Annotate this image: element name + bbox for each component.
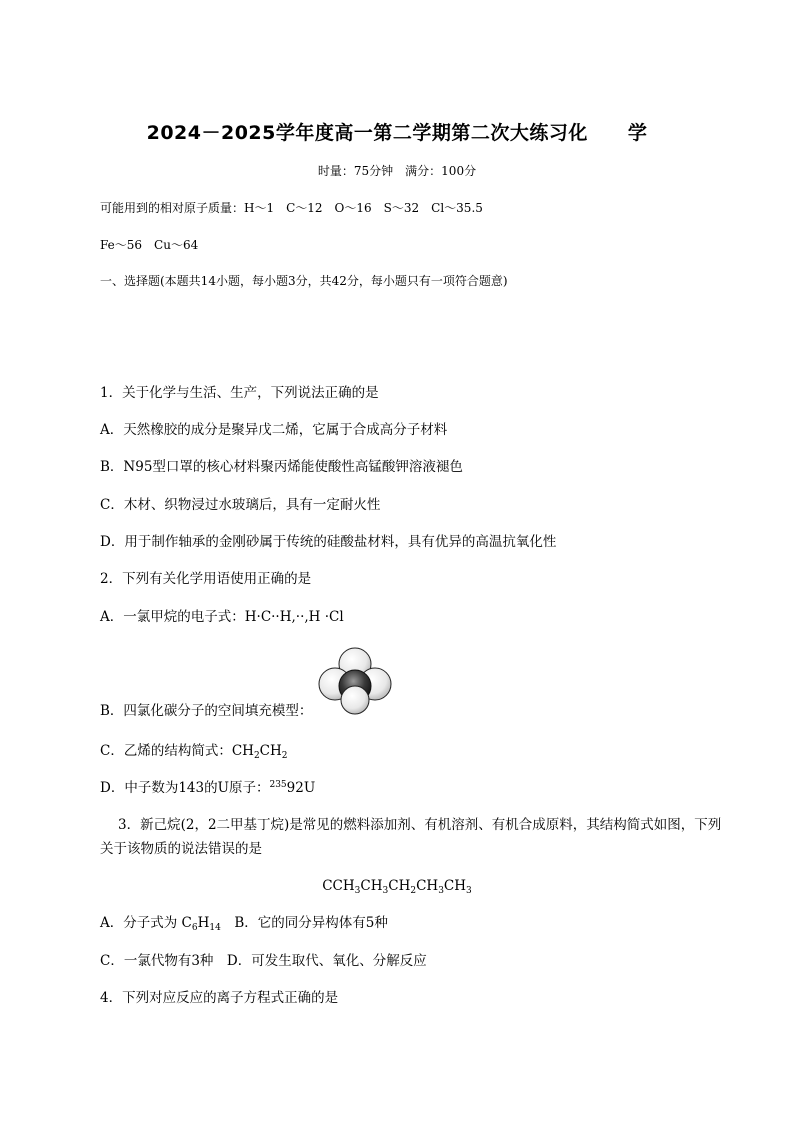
q3-stem-line2: 关于该物质的说法错误的是 <box>100 841 262 857</box>
cl-atom-bottom <box>341 686 369 714</box>
q4-stem: 4．下列对应反应的离子方程式正确的是 <box>100 990 339 1006</box>
q3-stem-line1: 3．新己烷(2，2二甲基丁烷)是常见的燃料添加剂、有机溶剂、有机合成原料，其结构简式如图，下列 <box>118 817 722 833</box>
q2-option-c: C．乙烯的结构简式：$CH_2CH_2$ <box>100 743 288 761</box>
q1-stem: 1．关于化学与生活、生产，下列说法正确的是 <box>100 385 379 401</box>
q2-stem: 2．下列有关化学用语使用正确的是 <box>100 571 312 587</box>
q2-option-a: A．一氯甲烷的电子式：H·C··H,··,H ·Cl <box>100 609 344 625</box>
q3-structural-formula: $CCH_3CH_3CH_2CH_3CH_3$ <box>322 878 472 896</box>
q1-option-b: B．N95型口罩的核心材料聚丙烯能使酸性高锰酸钾溶液褪色 <box>100 459 463 475</box>
q3-options-ab: A．分子式为 $C_6H_{14}$ B．它的同分异构体有5种 <box>100 915 388 933</box>
exam-title-end: 学 <box>627 122 648 144</box>
section-heading: 一、选择题(本题共14小题，每小题3分，共42分，每小题只有一项符合题意) <box>100 274 508 288</box>
q2-option-b: B．四氯化碳分子的空间填充模型： <box>100 703 313 719</box>
atomic-masses-line2: Fe～56 Cu～64 <box>100 238 199 252</box>
q1-option-c: C．木材、织物浸过水玻璃后，具有一定耐火性 <box>100 497 381 513</box>
q2-option-d: D．中子数为143的U原子：$^{235}$92U <box>100 780 316 796</box>
atomic-masses-line1: 可能用到的相对原子质量：H～1 C～12 O～16 S～32 Cl～35.5 <box>100 201 483 215</box>
exam-title <box>0 118 794 145</box>
exam-title-main: 2024－2025学年度高一第二学期第二次大练习化 <box>146 122 588 144</box>
ccl4-space-filling-model <box>318 646 392 716</box>
q1-option-a: A．天然橡胶的成分是聚异戊二烯，它属于合成高分子材料 <box>100 422 448 438</box>
time-info: 时量：75分钟 满分：100分 <box>317 164 477 178</box>
q3-options-cd: C．一氯代物有3种 D．可发生取代、氧化、分解反应 <box>100 953 427 969</box>
q1-option-d: D．用于制作轴承的金刚砂属于传统的硅酸盐材料，具有优异的高温抗氧化性 <box>100 534 557 550</box>
